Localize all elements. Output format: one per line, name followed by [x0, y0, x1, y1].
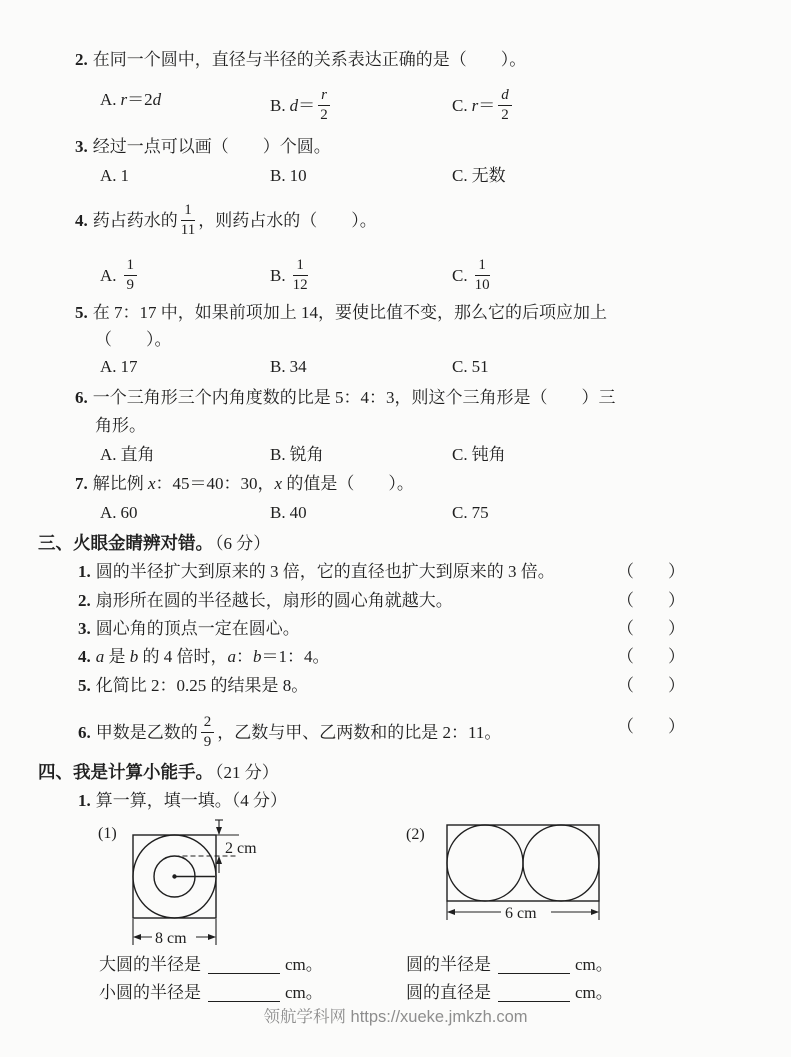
question-number: 4. [75, 210, 88, 230]
dim-2cm-label: 2 cm [225, 840, 257, 857]
option-label: C. [452, 95, 468, 115]
q6-option-b [270, 444, 324, 466]
question-number: 2. [75, 50, 88, 69]
math-var: a [227, 647, 236, 666]
q3-option-c [452, 165, 506, 187]
item-text: 圆心角的顶点一定在圆心。 [95, 619, 300, 638]
answer-blank [208, 986, 280, 1002]
question-7-stem [75, 473, 414, 495]
question-number: 5. [75, 303, 88, 322]
math-var: r [120, 90, 128, 109]
q7-option-c [452, 502, 489, 524]
fraction [124, 257, 138, 293]
fill-small-circle-radius [99, 982, 323, 1004]
answer-brackets: （ ） [617, 676, 685, 695]
fraction-numerator: d [498, 87, 512, 106]
right-arrowhead [591, 909, 599, 915]
fill-unit: cm。 [285, 983, 323, 1002]
item-number: 3. [78, 619, 91, 638]
question-text: ，则药占水的（ ）。 [198, 210, 377, 230]
figure-1-concentric-circles [88, 813, 278, 953]
fraction [293, 257, 308, 293]
option-label: A. [100, 90, 117, 109]
fraction-denominator: 2 [320, 106, 328, 123]
down-arrowhead [216, 827, 222, 835]
item-text: ： [236, 647, 253, 666]
fraction-denominator: 9 [203, 733, 212, 750]
q4-option-a [100, 259, 140, 295]
option-label: A. [100, 166, 117, 185]
option-label: B. [270, 503, 286, 522]
up-arrowhead [216, 856, 222, 864]
math-var: a [95, 647, 105, 666]
answer-brackets: （ ） [617, 619, 685, 638]
fraction-numerator: 1 [475, 257, 490, 276]
option-label: B. [270, 166, 286, 185]
q5-option-c [452, 356, 489, 378]
question-number: 6. [75, 388, 88, 407]
q2-option-a [100, 89, 161, 111]
question-5-stem-line2 [95, 329, 172, 351]
math-text: ＝ [298, 95, 316, 115]
item-text: 圆的半径扩大到原来的 3 倍，它的直径也扩大到原来的 3 倍。 [95, 562, 555, 581]
fill-unit: cm。 [285, 955, 323, 974]
fill-label: 小圆的半径是 [99, 983, 201, 1002]
fraction-numerator: 1 [124, 257, 138, 276]
option-text: 10 [289, 166, 307, 185]
option-label: A. [100, 265, 117, 285]
math-var: x [274, 474, 283, 493]
question-text: 经过一点可以画（ ）个圆。 [92, 137, 331, 156]
tf-item-1 [78, 561, 685, 583]
option-text: 钝角 [471, 445, 506, 464]
fraction [201, 714, 215, 750]
fraction [181, 202, 195, 238]
option-label: C. [452, 445, 468, 464]
question-4-stem [75, 204, 377, 240]
question-text: 的值是（ ）。 [282, 474, 414, 493]
fill-label: 圆的直径是 [406, 983, 491, 1002]
option-text: 1 [120, 166, 130, 185]
figure-1-label: (1) [98, 825, 117, 842]
math-var: x [148, 474, 156, 493]
item-number: 2. [78, 591, 91, 610]
q7-option-b [270, 502, 307, 524]
item-number: 1. [78, 562, 91, 581]
item-text: ＝1：4。 [261, 647, 330, 666]
question-text: 在同一个圆中，直径与半径的关系表达正确的是（ ）。 [92, 50, 527, 69]
question-text: 一个三角形三个内角度数的比是 5：4：3，则这个三角形是（ ）三 [92, 388, 616, 407]
fill-unit: cm。 [575, 983, 613, 1002]
option-label: C. [452, 357, 468, 376]
item-text: 扇形所在圆的半径越长，扇形的圆心角就越大。 [95, 591, 453, 610]
math-var: d [289, 95, 299, 115]
fill-label: 圆的半径是 [406, 955, 491, 974]
question-number: 3. [75, 137, 88, 156]
option-label: C. [452, 503, 468, 522]
option-text: 34 [289, 357, 307, 376]
math-text: ＝2 [127, 90, 153, 109]
option-text: 锐角 [289, 445, 324, 464]
question-6-stem [75, 387, 616, 409]
option-text: 75 [471, 503, 489, 522]
question-3-stem [75, 136, 331, 158]
q3-option-a [100, 165, 129, 187]
q4-option-b [270, 259, 311, 295]
fraction-denominator: 11 [180, 221, 196, 238]
section-score: （21 分） [215, 763, 279, 782]
q5-option-b [270, 356, 307, 378]
tf-item-6 [78, 714, 685, 752]
question-text: 在 7：17 中，如果前项加上 14，要使比值不变，那么它的后项应加上 [92, 303, 607, 322]
math-text: ＝ [478, 95, 496, 115]
item-text: ，乙数与甲、乙两数和的比是 2：11。 [217, 722, 502, 742]
tf-item-4 [78, 646, 685, 668]
item-text: 化简比 2：0.25 的结果是 8。 [95, 676, 309, 695]
fraction-numerator: r [318, 87, 330, 106]
left-circle [447, 825, 523, 901]
item-text: 甲数是乙数的 [95, 722, 198, 742]
option-text: 无数 [471, 166, 506, 185]
fill-big-circle-radius [99, 954, 323, 976]
right-arrowhead [208, 934, 216, 940]
fill-circle-radius [406, 954, 613, 976]
q7-option-a [100, 502, 138, 524]
dim-6cm-label: 6 cm [505, 905, 537, 922]
fraction [475, 257, 490, 293]
fill-circle-diameter [406, 982, 613, 1004]
answer-blank [498, 986, 570, 1002]
section-score: （6 分） [215, 534, 271, 553]
fraction-denominator: 12 [292, 276, 308, 293]
option-label: A. [100, 503, 117, 522]
watermark-footer: 领航学科网 https://xueke.jmkzh.com [263, 1008, 528, 1026]
fraction-numerator: 1 [293, 257, 308, 276]
section-title: 四、我是计算小能手。 [38, 762, 213, 782]
q6-option-c [452, 444, 506, 466]
answer-blank [498, 958, 570, 974]
option-label: B. [270, 357, 286, 376]
fraction [498, 87, 512, 123]
answer-blank [208, 958, 280, 974]
option-label: B. [270, 95, 286, 115]
option-text: 60 [120, 503, 138, 522]
figure-2-two-circles [396, 813, 631, 933]
question-5-stem [75, 302, 607, 324]
answer-brackets: （ ） [617, 591, 685, 610]
question-6-stem-line2 [95, 415, 146, 437]
option-label: B. [270, 265, 286, 285]
option-text: 17 [120, 357, 138, 376]
section-3-header [38, 532, 270, 555]
item-number: 6. [78, 722, 91, 742]
fraction-denominator: 9 [126, 276, 135, 293]
tf-item-2 [78, 590, 685, 612]
q2-option-c [452, 89, 515, 125]
fraction [318, 87, 330, 123]
question-number: 7. [75, 474, 88, 493]
option-text: 51 [471, 357, 489, 376]
section-4-header [38, 761, 279, 784]
figure-2-label: (2) [406, 826, 425, 843]
answer-brackets: （ ） [617, 562, 685, 581]
fraction-numerator: 1 [181, 202, 195, 221]
option-text: 40 [289, 503, 307, 522]
right-circle [523, 825, 599, 901]
option-label: C. [452, 265, 468, 285]
question-2-stem [75, 49, 526, 71]
item-number: 5. [78, 676, 91, 695]
answer-brackets: （ ） [617, 647, 685, 666]
math-var: b [253, 647, 262, 666]
question-text: （ ）。 [95, 330, 172, 349]
option-label: A. [100, 357, 117, 376]
fraction-denominator: 10 [474, 276, 490, 293]
question-text: 药占药水的 [92, 210, 178, 230]
math-var: r [471, 95, 479, 115]
section-4-sub1 [78, 790, 287, 812]
item-number: 4. [78, 647, 91, 666]
dim-8cm-label: 8 cm [155, 930, 187, 947]
q4-option-c [452, 259, 493, 295]
fill-unit: cm。 [575, 955, 613, 974]
option-text: 直角 [120, 445, 155, 464]
fill-label: 大圆的半径是 [99, 955, 201, 974]
tf-item-5 [78, 675, 685, 697]
item-text: 算一算，填一填。（4 分） [95, 791, 287, 810]
question-text: 角形。 [95, 416, 146, 435]
q3-option-b [270, 165, 307, 187]
option-label: A. [100, 445, 117, 464]
math-var: b [129, 647, 139, 666]
tf-item-3 [78, 618, 685, 640]
q2-option-b [270, 89, 333, 125]
item-number: 1. [78, 791, 91, 810]
section-title: 三、火眼金睛辨对错。 [38, 533, 213, 553]
item-text: 的 4 倍时， [138, 647, 228, 666]
answer-brackets: （ ） [617, 717, 685, 736]
item-text: 是 [104, 647, 130, 666]
fraction-denominator: 2 [501, 106, 509, 123]
q5-option-a [100, 356, 138, 378]
option-label: B. [270, 445, 286, 464]
math-var: d [152, 90, 162, 109]
math-text: ：45＝40：30， [155, 474, 275, 493]
option-label: C. [452, 166, 468, 185]
question-text: 解比例 [92, 474, 148, 493]
fraction-numerator: 2 [201, 714, 215, 733]
q6-option-a [100, 444, 155, 466]
